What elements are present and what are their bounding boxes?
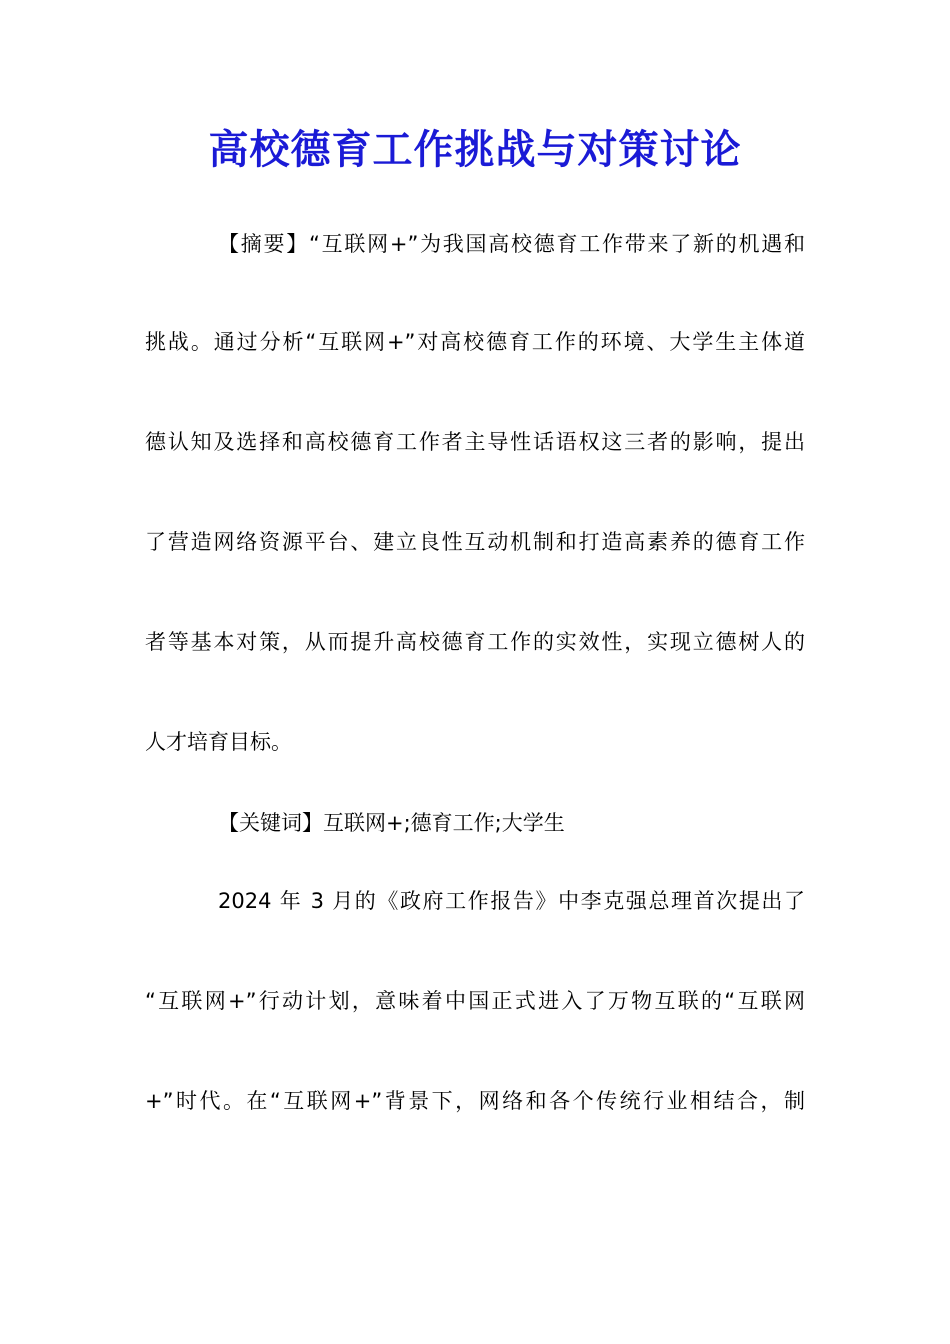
abstract-line: 人才培育目标。 (145, 730, 292, 754)
body-line: 2024 年 3 月的《政府工作报告》中李克强总理首次提出了 (218, 889, 805, 913)
body-line: “互联网+”行动计划，意味着中国正式进入了万物互联的“互联网 (145, 989, 805, 1013)
abstract-line: 者等基本对策，从而提升高校德育工作的实效性，实现立德树人的 (145, 630, 805, 654)
abstract-line: 挑战。通过分析“互联网+”对高校德育工作的环境、大学生主体道 (145, 330, 805, 354)
document-title: 高校德育工作挑战与对策讨论 (208, 126, 742, 173)
abstract-line: 了营造网络资源平台、建立良性互动机制和打造高素养的德育工作 (145, 530, 805, 554)
abstract-line: 【摘要】“互联网+”为我国高校德育工作带来了新的机遇和 (218, 232, 805, 256)
abstract-line: 德认知及选择和高校德育工作者主导性话语权这三者的影响，提出 (145, 430, 805, 454)
body-line: +”时代。在“互联网+”背景下，网络和各个传统行业相结合，制 (145, 1089, 805, 1113)
keywords-line: 【关键词】互联网+;德育工作;大学生 (218, 811, 565, 835)
